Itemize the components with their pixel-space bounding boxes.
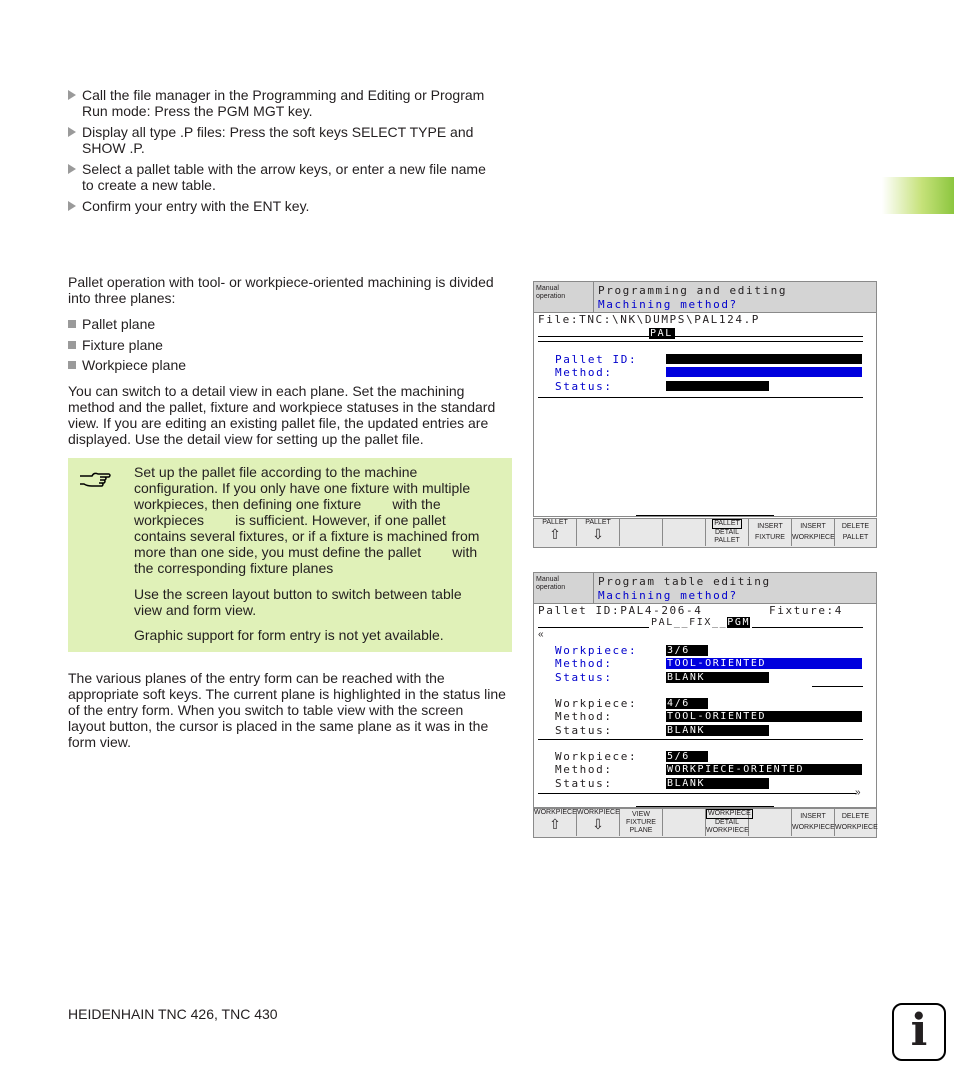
bullet-text-line: Run mode: Press the PGM MGT key.: [82, 103, 313, 119]
chapter-tab: [882, 177, 954, 214]
path-pal: PAL: [651, 617, 674, 628]
scroll-left-icon[interactable]: «: [538, 629, 544, 640]
softkey-insert-workpiece[interactable]: [792, 519, 835, 546]
status-value[interactable]: BLANK: [666, 725, 769, 736]
status-label: Status:: [555, 777, 613, 790]
bullet-item: [68, 161, 508, 193]
header-divider: [593, 573, 594, 603]
softkey-label: DELETE: [841, 523, 870, 530]
workpiece-label: Workpiece:: [555, 697, 638, 710]
note-line: Use the screen layout button to switch between table: [134, 586, 462, 602]
pallet-id-readout: Pallet ID:PAL4-206-4: [538, 604, 703, 617]
method-label: Method:: [555, 366, 613, 379]
para-line: of the entry form. When you switch to table view with the screen: [68, 702, 464, 718]
pallet-id-field[interactable]: [666, 354, 862, 364]
status-label: Status:: [555, 671, 613, 684]
bullet-text-line: Confirm your entry with the ENT key.: [82, 198, 310, 214]
note-line: the corresponding fixture planes: [134, 560, 334, 576]
info-glyph: i: [910, 1005, 928, 1056]
softkey-label: DETAIL: [715, 819, 739, 826]
divider: [538, 739, 863, 740]
softkey-empty[interactable]: [620, 519, 663, 546]
note-paragraph: [134, 627, 504, 643]
method-value[interactable]: WORKPIECE-ORIENTED: [666, 764, 862, 775]
plane-list-item: [68, 316, 155, 332]
plane-path: PAL__FIX__PGM: [651, 617, 751, 628]
softkey-empty[interactable]: [663, 519, 706, 546]
status-field[interactable]: [666, 381, 769, 391]
intro-line: Pallet operation with tool- or workpiece-oriented machining is divided: [68, 274, 494, 290]
arrow-down-icon: ⇩: [592, 526, 604, 542]
arrow-up-icon: ⇧: [549, 526, 561, 542]
softkey-bar: [533, 808, 877, 838]
softkey-label: WORKPIECE: [534, 809, 577, 816]
plane-label: Pallet plane: [82, 316, 156, 332]
softkey-empty[interactable]: [749, 809, 792, 836]
bullet-text-line: Display all type .P files: Press the soft keys SELECT TYPE and: [82, 124, 474, 140]
method-field[interactable]: [666, 367, 862, 377]
workpiece-label: Workpiece:: [555, 644, 638, 657]
softkey-label: WORKPIECE: [792, 824, 835, 831]
mode-line: operation: [536, 584, 566, 591]
arrow-down-icon: ⇩: [592, 816, 604, 832]
workpiece-label: Workpiece:: [555, 750, 638, 763]
softkey-bar: [533, 518, 877, 548]
scroll-indicator: [636, 515, 774, 516]
scroll-right-icon[interactable]: »: [855, 787, 861, 798]
softkey-detail-pallet[interactable]: [706, 519, 749, 546]
para-line: layout button, the cursor is placed in the same plane as it was in the: [68, 718, 489, 734]
bullet-arrow-icon: [68, 164, 76, 174]
screen-subtitle: Machining method?: [598, 589, 738, 602]
softkey-label: INSERT: [800, 523, 826, 530]
mode-line: Manual: [536, 576, 559, 583]
note-line: Graphic support for form entry is not yet available.: [134, 627, 444, 643]
softkey-label: PLANE: [629, 827, 653, 834]
softkey-label: PALLET: [714, 520, 740, 527]
planes-paragraph: [68, 670, 518, 750]
divider: [538, 341, 863, 342]
softkey-label: DETAIL: [715, 529, 739, 536]
square-bullet-icon: [68, 361, 76, 369]
para-line: view. If you are editing an existing pallet file, the updated entries are: [68, 415, 489, 431]
plane-label: Fixture plane: [82, 337, 163, 353]
softkey-label: WORKPIECE: [706, 827, 749, 834]
status-value[interactable]: BLANK: [666, 778, 769, 789]
bullet-item: [68, 124, 508, 156]
intro-line: into three planes:: [68, 290, 176, 306]
softkey-label: FIXTURE: [626, 819, 656, 826]
bullet-arrow-icon: [68, 90, 76, 100]
para-line: The various planes of the entry form can be reached with the: [68, 670, 445, 686]
method-value[interactable]: TOOL-ORIENTED: [666, 711, 862, 722]
page-footer: HEIDENHAIN TNC 426, TNC 430: [68, 1006, 278, 1022]
intro-paragraph: [68, 274, 518, 306]
softkey-label: WORKPIECE: [835, 824, 878, 831]
mode-line: Manual: [536, 285, 559, 292]
divider: [538, 336, 863, 337]
square-bullet-icon: [68, 320, 76, 328]
path-pgm-current: PGM: [727, 617, 751, 628]
note-line: workpieces, then defining one fixture with the: [134, 496, 441, 512]
softkey-label: DELETE: [841, 813, 870, 820]
method-label: Method:: [555, 710, 613, 723]
bullet-text-line: Select a pallet table with the arrow keys, or enter a new file name: [82, 161, 486, 177]
note-line: more than one side, you must define the pallet with: [134, 544, 478, 560]
workpiece-value[interactable]: 4/6: [666, 698, 708, 709]
softkey-pallet-up[interactable]: [534, 519, 577, 546]
file-path: File:TNC:\NK\DUMPS\PAL124.P: [538, 313, 761, 326]
screen-title: Program table editing: [598, 575, 771, 588]
plane-list-item: [68, 337, 163, 353]
softkey-insert-fixture[interactable]: [749, 519, 792, 546]
softkey-workpiece-down[interactable]: [577, 809, 620, 836]
status-label: Status:: [555, 724, 613, 737]
softkey-view-fixture-plane[interactable]: [620, 809, 663, 836]
method-label: Method:: [555, 763, 613, 776]
softkey-pallet-down[interactable]: [577, 519, 620, 546]
plane-list-item: [68, 357, 186, 373]
divider: [538, 793, 856, 794]
status-value[interactable]: BLANK: [666, 672, 769, 683]
para-line: form view.: [68, 734, 132, 750]
softkey-label: INSERT: [800, 813, 826, 820]
bullet-arrow-icon: [68, 201, 76, 211]
path-fix: FIX: [689, 617, 712, 628]
header-divider: [593, 282, 594, 312]
note-paragraph: [134, 464, 504, 576]
note-box: [68, 458, 512, 652]
para-line: appropriate soft keys. The current plane is highlighted in the status line: [68, 686, 506, 702]
note-line: Set up the pallet file according to the machine: [134, 464, 418, 480]
note-line: workpieces is sufficient. However, if one pallet: [134, 512, 446, 528]
mode-line: operation: [536, 293, 566, 300]
fixture-readout: Fixture:4: [769, 604, 844, 617]
plane-label: Workpiece plane: [82, 357, 187, 373]
softkey-label: PALLET: [585, 519, 611, 526]
scroll-indicator: [636, 806, 774, 807]
mode-label: [536, 576, 590, 592]
screen-pallet-form: [533, 281, 877, 517]
note-line: view and form view.: [134, 602, 257, 618]
screen-header: [534, 573, 876, 604]
info-icon: [892, 1003, 946, 1061]
softkey-delete-pallet[interactable]: [835, 519, 876, 546]
softkey-label: WORKPIECE: [792, 534, 835, 541]
softkey-label: WORKPIECE: [708, 810, 751, 817]
softkey-label: PALLET: [842, 534, 869, 541]
workpiece-value[interactable]: 5/6: [666, 751, 708, 762]
bullet-arrow-icon: [68, 127, 76, 137]
bullet-text-line: Call the file manager in the Programming and Editing or Program: [82, 87, 485, 103]
arrow-up-icon: ⇧: [549, 816, 561, 832]
bullet-item: [68, 198, 508, 214]
screen-header: [534, 282, 876, 313]
method-value-selected[interactable]: TOOL-ORIENTED: [666, 658, 862, 669]
softkey-label: FIXTURE: [755, 534, 785, 541]
softkey-label: VIEW: [632, 811, 650, 818]
softkey-detail-workpiece[interactable]: [706, 809, 749, 836]
screen-title: Programming and editing: [598, 284, 788, 297]
softkey-label: INSERT: [757, 523, 783, 530]
screen-subtitle: Machining method?: [598, 298, 738, 311]
para-line: You can switch to a detail view in each plane. Set the machining: [68, 383, 465, 399]
workpiece-value[interactable]: 3/6: [666, 645, 708, 656]
divider: [812, 686, 863, 687]
mode-label: [536, 285, 590, 301]
screen-workpiece-form: [533, 572, 877, 808]
status-label: Status:: [555, 380, 613, 393]
softkey-workpiece-up[interactable]: [534, 809, 577, 836]
bullet-text-line: to create a new table.: [82, 177, 216, 193]
bullet-text-line: SHOW .P.: [82, 140, 145, 156]
bullet-item: [68, 87, 508, 119]
para-line: displayed. Use the detail view for setting up the pallet file.: [68, 431, 424, 447]
square-bullet-icon: [68, 341, 76, 349]
method-label: Method:: [555, 657, 613, 670]
para-line: method and the pallet, fixture and workpiece statuses in the standard: [68, 399, 496, 415]
note-line: contains several fixtures, or if a fixture is machined from: [134, 528, 480, 544]
softkey-insert-workpiece[interactable]: [792, 809, 835, 836]
softkey-delete-workpiece[interactable]: [835, 809, 876, 836]
softkey-label: PALLET: [542, 519, 568, 526]
plane-tag: PAL: [649, 328, 675, 339]
detail-paragraph: [68, 383, 518, 447]
pointing-hand-icon: [78, 468, 112, 492]
pallet-id-label: Pallet ID:: [555, 353, 638, 366]
softkey-label: PALLET: [714, 537, 740, 544]
note-paragraph: [134, 586, 504, 618]
note-line: configuration. If you only have one fixture with multiple: [134, 480, 471, 496]
softkey-label: WORKPIECE: [577, 809, 620, 816]
softkey-empty[interactable]: [663, 809, 706, 836]
divider: [538, 397, 863, 398]
